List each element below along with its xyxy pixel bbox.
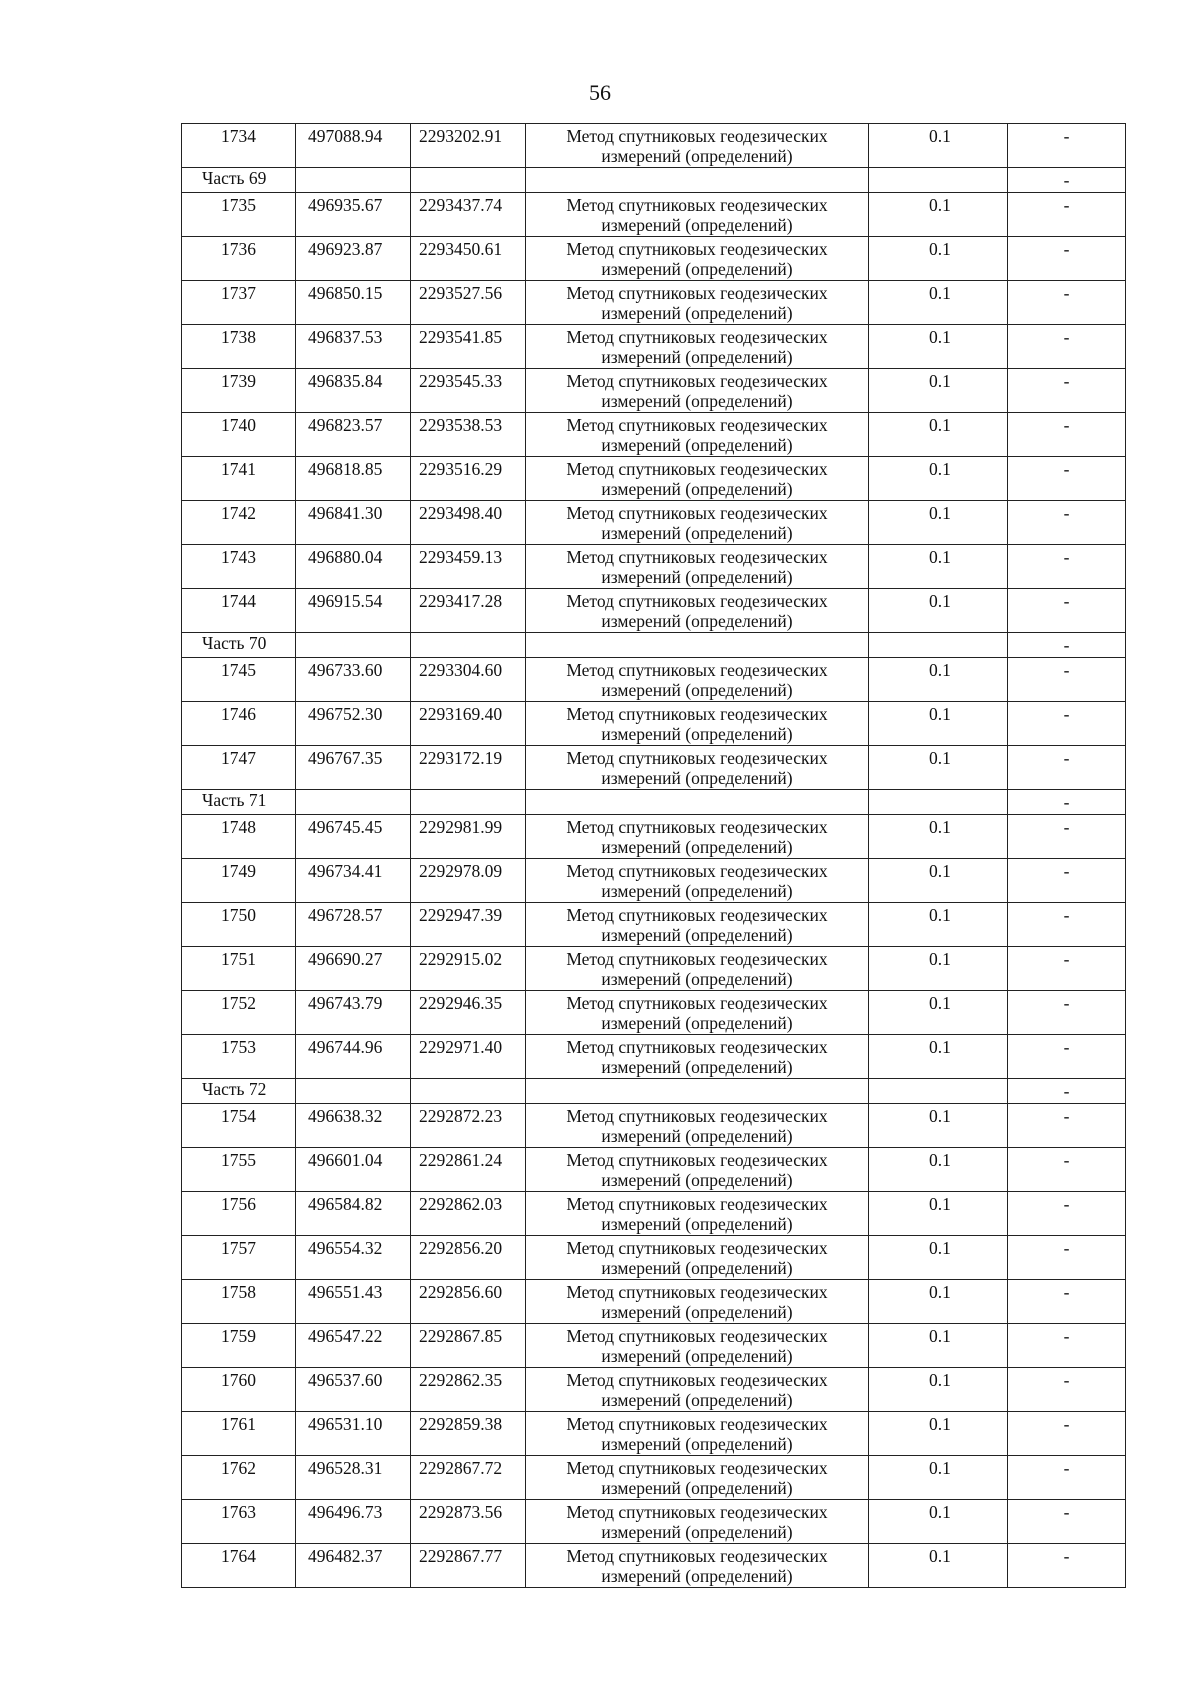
y-coordinate-cell: 2292971.40 — [411, 1035, 526, 1079]
method-cell: Метод спутниковых геодезических измерений (определений) — [526, 325, 869, 369]
point-number-cell: 1735 — [182, 193, 296, 237]
y-coordinate-cell: 2292861.24 — [411, 1148, 526, 1192]
accuracy-cell: 0.1 — [869, 1035, 1008, 1079]
point-number-cell: 1744 — [182, 589, 296, 633]
method-cell: Метод спутниковых геодезических измерений (определений) — [526, 457, 869, 501]
method-cell: Метод спутниковых геодезических измерений (определений) — [526, 859, 869, 903]
x-coordinate-cell: 496880.04 — [296, 545, 411, 589]
point-number-cell: 1738 — [182, 325, 296, 369]
x-coordinate-cell: 496728.57 — [296, 903, 411, 947]
method-cell: Метод спутниковых геодезических измерений (определений) — [526, 947, 869, 991]
point-number-cell: 1748 — [182, 815, 296, 859]
accuracy-cell: 0.1 — [869, 658, 1008, 702]
y-coordinate-cell: 2292872.23 — [411, 1104, 526, 1148]
table-row — [182, 413, 1126, 457]
table-row — [182, 815, 1126, 859]
y-coordinate-cell: 2293202.91 — [411, 124, 526, 168]
table-row — [182, 947, 1126, 991]
empty-cell — [411, 168, 526, 193]
dash-cell: - — [1008, 859, 1126, 903]
dash-cell: - — [1008, 281, 1126, 325]
method-cell: Метод спутниковых геодезических измерений (определений) — [526, 1500, 869, 1544]
table-row — [182, 325, 1126, 369]
coordinates-table-body — [182, 124, 1126, 1588]
x-coordinate-cell: 496841.30 — [296, 501, 411, 545]
method-cell: Метод спутниковых геодезических измерений (определений) — [526, 193, 869, 237]
accuracy-cell: 0.1 — [869, 903, 1008, 947]
y-coordinate-cell: 2293459.13 — [411, 545, 526, 589]
accuracy-cell: 0.1 — [869, 237, 1008, 281]
dash-cell: - — [1008, 413, 1126, 457]
point-number-cell: 1755 — [182, 1148, 296, 1192]
part-header-row — [182, 633, 1126, 658]
point-number-cell: 1762 — [182, 1456, 296, 1500]
accuracy-cell: 0.1 — [869, 1368, 1008, 1412]
accuracy-cell: 0.1 — [869, 859, 1008, 903]
table-row — [182, 746, 1126, 790]
dash-cell: - — [1008, 790, 1126, 815]
table-row — [182, 501, 1126, 545]
accuracy-cell: 0.1 — [869, 369, 1008, 413]
empty-cell — [411, 790, 526, 815]
part-label: Часть 70 — [182, 633, 296, 658]
method-cell: Метод спутниковых геодезических измерений (определений) — [526, 702, 869, 746]
method-cell: Метод спутниковых геодезических измерений (определений) — [526, 413, 869, 457]
x-coordinate-cell: 496551.43 — [296, 1280, 411, 1324]
point-number-cell: 1741 — [182, 457, 296, 501]
x-coordinate-cell: 496537.60 — [296, 1368, 411, 1412]
empty-cell — [526, 633, 869, 658]
table-row — [182, 1544, 1126, 1588]
method-cell: Метод спутниковых геодезических измерений (определений) — [526, 1148, 869, 1192]
y-coordinate-cell: 2292867.77 — [411, 1544, 526, 1588]
point-number-cell: 1759 — [182, 1324, 296, 1368]
x-coordinate-cell: 496752.30 — [296, 702, 411, 746]
dash-cell: - — [1008, 658, 1126, 702]
method-cell: Метод спутниковых геодезических измерений (определений) — [526, 1280, 869, 1324]
point-number-cell: 1763 — [182, 1500, 296, 1544]
table-row — [182, 124, 1126, 168]
accuracy-cell: 0.1 — [869, 1456, 1008, 1500]
x-coordinate-cell: 496496.73 — [296, 1500, 411, 1544]
empty-cell — [296, 1079, 411, 1104]
point-number-cell: 1736 — [182, 237, 296, 281]
table-row — [182, 1280, 1126, 1324]
empty-cell — [869, 1079, 1008, 1104]
part-header-row — [182, 1079, 1126, 1104]
empty-cell — [869, 633, 1008, 658]
dash-cell: - — [1008, 168, 1126, 193]
dash-cell: - — [1008, 1544, 1126, 1588]
accuracy-cell: 0.1 — [869, 413, 1008, 457]
empty-cell — [411, 633, 526, 658]
dash-cell: - — [1008, 1456, 1126, 1500]
point-number-cell: 1739 — [182, 369, 296, 413]
y-coordinate-cell: 2293527.56 — [411, 281, 526, 325]
point-number-cell: 1734 — [182, 124, 296, 168]
point-number-cell: 1753 — [182, 1035, 296, 1079]
empty-cell — [869, 168, 1008, 193]
y-coordinate-cell: 2293172.19 — [411, 746, 526, 790]
x-coordinate-cell: 496743.79 — [296, 991, 411, 1035]
dash-cell: - — [1008, 193, 1126, 237]
method-cell: Метод спутниковых геодезических измерений (определений) — [526, 237, 869, 281]
empty-cell — [526, 1079, 869, 1104]
method-cell: Метод спутниковых геодезических измерений (определений) — [526, 1456, 869, 1500]
table-row — [182, 457, 1126, 501]
x-coordinate-cell: 497088.94 — [296, 124, 411, 168]
dash-cell: - — [1008, 1192, 1126, 1236]
y-coordinate-cell: 2292867.85 — [411, 1324, 526, 1368]
x-coordinate-cell: 496923.87 — [296, 237, 411, 281]
y-coordinate-cell: 2293437.74 — [411, 193, 526, 237]
x-coordinate-cell: 496482.37 — [296, 1544, 411, 1588]
table-row — [182, 193, 1126, 237]
dash-cell: - — [1008, 746, 1126, 790]
method-cell: Метод спутниковых геодезических измерений (определений) — [526, 281, 869, 325]
y-coordinate-cell: 2292856.60 — [411, 1280, 526, 1324]
empty-cell — [526, 168, 869, 193]
point-number-cell: 1752 — [182, 991, 296, 1035]
method-cell: Метод спутниковых геодезических измерений (определений) — [526, 1236, 869, 1280]
point-number-cell: 1756 — [182, 1192, 296, 1236]
coordinates-table — [181, 123, 1126, 1588]
x-coordinate-cell: 496837.53 — [296, 325, 411, 369]
x-coordinate-cell: 496823.57 — [296, 413, 411, 457]
dash-cell: - — [1008, 1280, 1126, 1324]
accuracy-cell: 0.1 — [869, 1148, 1008, 1192]
x-coordinate-cell: 496547.22 — [296, 1324, 411, 1368]
dash-cell: - — [1008, 1324, 1126, 1368]
point-number-cell: 1764 — [182, 1544, 296, 1588]
x-coordinate-cell: 496767.35 — [296, 746, 411, 790]
method-cell: Метод спутниковых геодезических измерений (определений) — [526, 903, 869, 947]
point-number-cell: 1751 — [182, 947, 296, 991]
y-coordinate-cell: 2292946.35 — [411, 991, 526, 1035]
point-number-cell: 1761 — [182, 1412, 296, 1456]
method-cell: Метод спутниковых геодезических измерений (определений) — [526, 1412, 869, 1456]
table-row — [182, 1368, 1126, 1412]
accuracy-cell: 0.1 — [869, 1544, 1008, 1588]
x-coordinate-cell: 496915.54 — [296, 589, 411, 633]
table-row — [182, 903, 1126, 947]
point-number-cell: 1746 — [182, 702, 296, 746]
dash-cell: - — [1008, 124, 1126, 168]
dash-cell: - — [1008, 1368, 1126, 1412]
table-row — [182, 1324, 1126, 1368]
table-row — [182, 1035, 1126, 1079]
y-coordinate-cell: 2292859.38 — [411, 1412, 526, 1456]
part-label: Часть 72 — [182, 1079, 296, 1104]
x-coordinate-cell: 496690.27 — [296, 947, 411, 991]
accuracy-cell: 0.1 — [869, 1412, 1008, 1456]
y-coordinate-cell: 2293417.28 — [411, 589, 526, 633]
table-row — [182, 859, 1126, 903]
table-row — [182, 991, 1126, 1035]
point-number-cell: 1737 — [182, 281, 296, 325]
table-row — [182, 1192, 1126, 1236]
method-cell: Метод спутниковых геодезических измерений (определений) — [526, 1035, 869, 1079]
y-coordinate-cell: 2293538.53 — [411, 413, 526, 457]
point-number-cell: 1747 — [182, 746, 296, 790]
dash-cell: - — [1008, 1104, 1126, 1148]
accuracy-cell: 0.1 — [869, 545, 1008, 589]
accuracy-cell: 0.1 — [869, 991, 1008, 1035]
x-coordinate-cell: 496531.10 — [296, 1412, 411, 1456]
table-row — [182, 1104, 1126, 1148]
x-coordinate-cell: 496935.67 — [296, 193, 411, 237]
method-cell: Метод спутниковых геодезических измерений (определений) — [526, 501, 869, 545]
point-number-cell: 1742 — [182, 501, 296, 545]
y-coordinate-cell: 2293545.33 — [411, 369, 526, 413]
dash-cell: - — [1008, 1035, 1126, 1079]
point-number-cell: 1754 — [182, 1104, 296, 1148]
x-coordinate-cell: 496744.96 — [296, 1035, 411, 1079]
empty-cell — [526, 790, 869, 815]
accuracy-cell: 0.1 — [869, 1104, 1008, 1148]
method-cell: Метод спутниковых геодезических измерений (определений) — [526, 746, 869, 790]
accuracy-cell: 0.1 — [869, 947, 1008, 991]
accuracy-cell: 0.1 — [869, 589, 1008, 633]
dash-cell: - — [1008, 1079, 1126, 1104]
accuracy-cell: 0.1 — [869, 457, 1008, 501]
table-row — [182, 281, 1126, 325]
part-label: Часть 69 — [182, 168, 296, 193]
method-cell: Метод спутниковых геодезических измерений (определений) — [526, 1544, 869, 1588]
part-label: Часть 71 — [182, 790, 296, 815]
y-coordinate-cell: 2293516.29 — [411, 457, 526, 501]
method-cell: Метод спутниковых геодезических измерений (определений) — [526, 991, 869, 1035]
empty-cell — [296, 633, 411, 658]
dash-cell: - — [1008, 1236, 1126, 1280]
dash-cell: - — [1008, 815, 1126, 859]
accuracy-cell: 0.1 — [869, 193, 1008, 237]
table-row — [182, 369, 1126, 413]
y-coordinate-cell: 2292915.02 — [411, 947, 526, 991]
dash-cell: - — [1008, 545, 1126, 589]
y-coordinate-cell: 2292856.20 — [411, 1236, 526, 1280]
dash-cell: - — [1008, 947, 1126, 991]
y-coordinate-cell: 2292947.39 — [411, 903, 526, 947]
part-header-row — [182, 168, 1126, 193]
y-coordinate-cell: 2293498.40 — [411, 501, 526, 545]
table-row — [182, 1412, 1126, 1456]
x-coordinate-cell: 496734.41 — [296, 859, 411, 903]
dash-cell: - — [1008, 633, 1126, 658]
point-number-cell: 1745 — [182, 658, 296, 702]
method-cell: Метод спутниковых геодезических измерений (определений) — [526, 1324, 869, 1368]
dash-cell: - — [1008, 1412, 1126, 1456]
x-coordinate-cell: 496601.04 — [296, 1148, 411, 1192]
accuracy-cell: 0.1 — [869, 501, 1008, 545]
dash-cell: - — [1008, 237, 1126, 281]
dash-cell: - — [1008, 1500, 1126, 1544]
accuracy-cell: 0.1 — [869, 281, 1008, 325]
method-cell: Метод спутниковых геодезических измерений (определений) — [526, 124, 869, 168]
dash-cell: - — [1008, 501, 1126, 545]
table-row — [182, 1456, 1126, 1500]
accuracy-cell: 0.1 — [869, 124, 1008, 168]
method-cell: Метод спутниковых геодезических измерений (определений) — [526, 589, 869, 633]
x-coordinate-cell: 496818.85 — [296, 457, 411, 501]
table-row — [182, 589, 1126, 633]
empty-cell — [296, 790, 411, 815]
point-number-cell: 1750 — [182, 903, 296, 947]
table-row — [182, 237, 1126, 281]
accuracy-cell: 0.1 — [869, 746, 1008, 790]
accuracy-cell: 0.1 — [869, 325, 1008, 369]
x-coordinate-cell: 496745.45 — [296, 815, 411, 859]
dash-cell: - — [1008, 702, 1126, 746]
y-coordinate-cell: 2292862.35 — [411, 1368, 526, 1412]
y-coordinate-cell: 2293169.40 — [411, 702, 526, 746]
point-number-cell: 1740 — [182, 413, 296, 457]
dash-cell: - — [1008, 903, 1126, 947]
method-cell: Метод спутниковых геодезических измерений (определений) — [526, 1368, 869, 1412]
x-coordinate-cell: 496850.15 — [296, 281, 411, 325]
empty-cell — [411, 1079, 526, 1104]
dash-cell: - — [1008, 325, 1126, 369]
empty-cell — [296, 168, 411, 193]
point-number-cell: 1743 — [182, 545, 296, 589]
accuracy-cell: 0.1 — [869, 1192, 1008, 1236]
x-coordinate-cell: 496528.31 — [296, 1456, 411, 1500]
part-header-row — [182, 790, 1126, 815]
x-coordinate-cell: 496584.82 — [296, 1192, 411, 1236]
dash-cell: - — [1008, 1148, 1126, 1192]
dash-cell: - — [1008, 457, 1126, 501]
table-row — [182, 545, 1126, 589]
table-row — [182, 702, 1126, 746]
accuracy-cell: 0.1 — [869, 702, 1008, 746]
y-coordinate-cell: 2292873.56 — [411, 1500, 526, 1544]
method-cell: Метод спутниковых геодезических измерений (определений) — [526, 369, 869, 413]
table-row — [182, 658, 1126, 702]
method-cell: Метод спутниковых геодезических измерений (определений) — [526, 658, 869, 702]
y-coordinate-cell: 2293304.60 — [411, 658, 526, 702]
point-number-cell: 1757 — [182, 1236, 296, 1280]
y-coordinate-cell: 2292981.99 — [411, 815, 526, 859]
accuracy-cell: 0.1 — [869, 1236, 1008, 1280]
table-row — [182, 1236, 1126, 1280]
x-coordinate-cell: 496638.32 — [296, 1104, 411, 1148]
table-row — [182, 1500, 1126, 1544]
accuracy-cell: 0.1 — [869, 1324, 1008, 1368]
y-coordinate-cell: 2292867.72 — [411, 1456, 526, 1500]
method-cell: Метод спутниковых геодезических измерений (определений) — [526, 815, 869, 859]
table-row — [182, 1148, 1126, 1192]
x-coordinate-cell: 496554.32 — [296, 1236, 411, 1280]
accuracy-cell: 0.1 — [869, 1500, 1008, 1544]
point-number-cell: 1749 — [182, 859, 296, 903]
point-number-cell: 1758 — [182, 1280, 296, 1324]
page-number: 56 — [589, 80, 611, 105]
y-coordinate-cell: 2292978.09 — [411, 859, 526, 903]
y-coordinate-cell: 2293450.61 — [411, 237, 526, 281]
point-number-cell: 1760 — [182, 1368, 296, 1412]
y-coordinate-cell: 2292862.03 — [411, 1192, 526, 1236]
method-cell: Метод спутниковых геодезических измерений (определений) — [526, 545, 869, 589]
method-cell: Метод спутниковых геодезических измерений (определений) — [526, 1104, 869, 1148]
empty-cell — [869, 790, 1008, 815]
dash-cell: - — [1008, 589, 1126, 633]
x-coordinate-cell: 496733.60 — [296, 658, 411, 702]
dash-cell: - — [1008, 991, 1126, 1035]
accuracy-cell: 0.1 — [869, 1280, 1008, 1324]
dash-cell: - — [1008, 369, 1126, 413]
accuracy-cell: 0.1 — [869, 815, 1008, 859]
method-cell: Метод спутниковых геодезических измерений (определений) — [526, 1192, 869, 1236]
y-coordinate-cell: 2293541.85 — [411, 325, 526, 369]
x-coordinate-cell: 496835.84 — [296, 369, 411, 413]
